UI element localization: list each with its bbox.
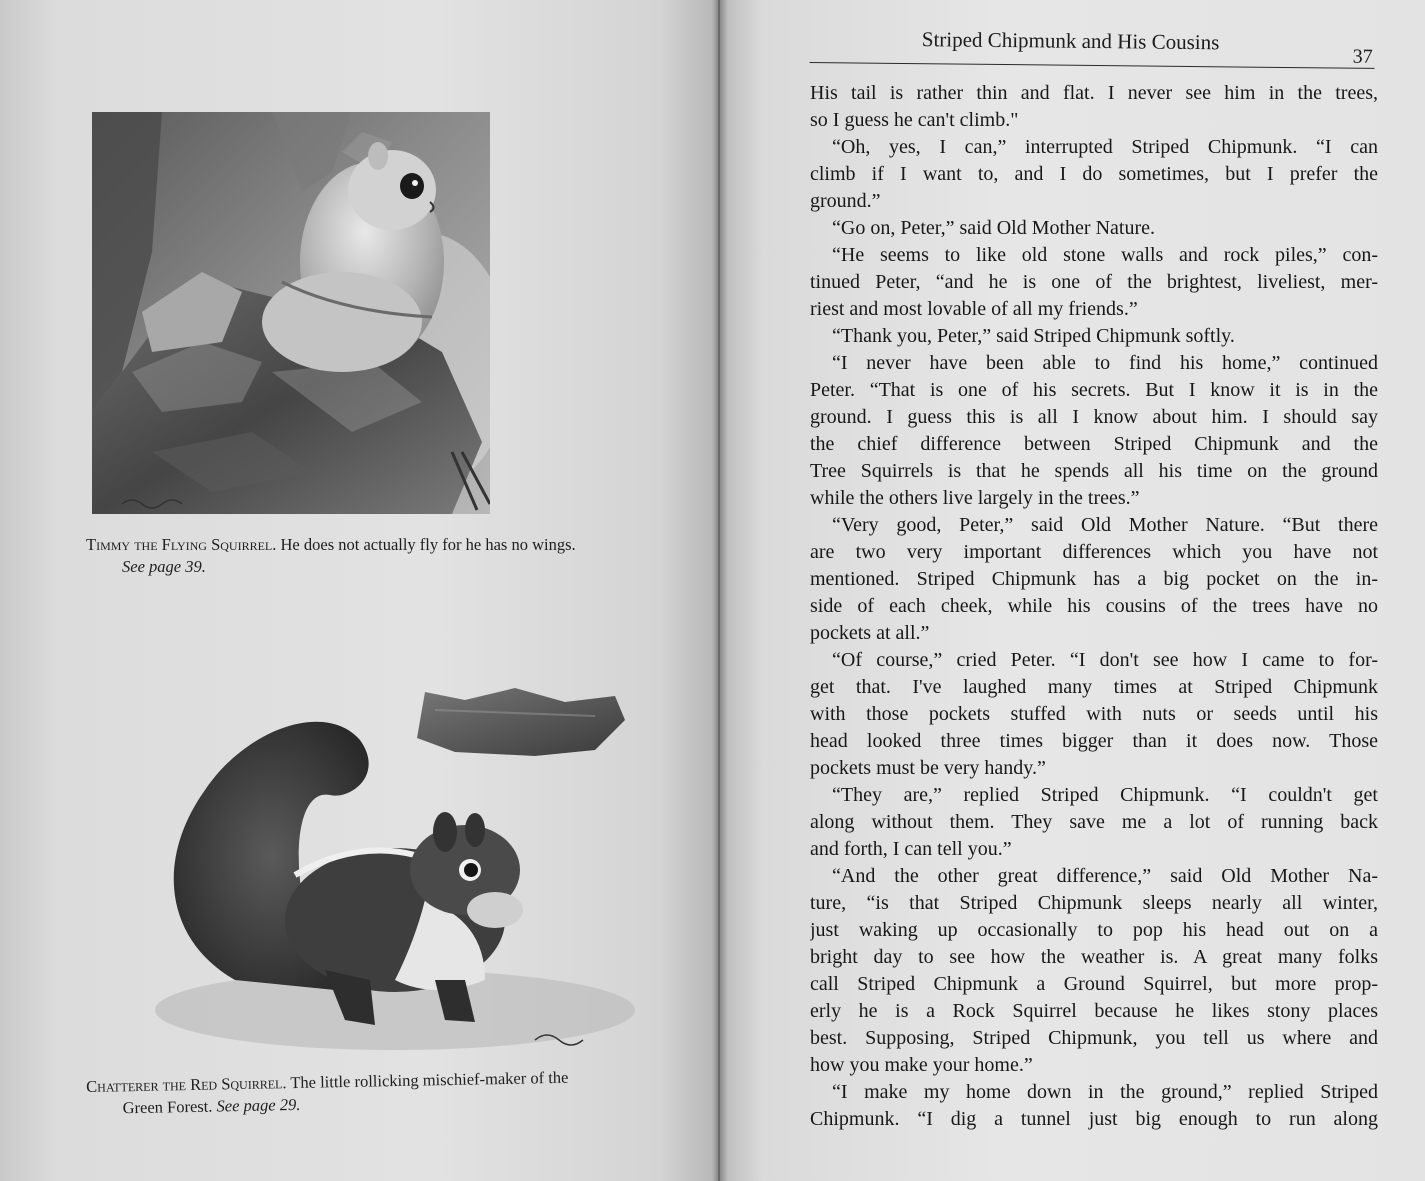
flying-squirrel-illustration: [92, 112, 490, 514]
caption-text: The little rollicking mischief-maker of the: [290, 1067, 569, 1093]
caption-page-ref: See page 29.: [216, 1094, 301, 1116]
text-line: “Of course,” cried Peter. “I don't see how I came to for-: [832, 649, 1378, 671]
text-line: Chipmunk. “I dig a tunnel just big enough to run along: [810, 1108, 1378, 1130]
header-rule: [810, 62, 1375, 69]
caption-name: Chatterer the Red Squirrel.: [86, 1073, 287, 1096]
caption-text: He does not actually fly for he has no wings.: [280, 535, 576, 554]
page-number: 37: [1352, 45, 1373, 68]
text-line: riest and most lovable of all my friends.”: [810, 298, 1138, 320]
text-line: “Thank you, Peter,” said Striped Chipmunk softly.: [832, 325, 1235, 347]
text-line: “And the other great difference,” said Old Mother Na-: [832, 865, 1378, 887]
caption-text-line2: Green Forest.: [122, 1096, 213, 1118]
text-line: head looked three times bigger than it does now. Those: [810, 730, 1378, 752]
text-line: just waking up occasionally to pop his head out on a: [810, 919, 1378, 941]
text-line: pockets at all.”: [810, 622, 930, 644]
text-line: tinued Peter, “and he is one of the brightest, liveliest, mer-: [810, 271, 1378, 293]
text-line: “Oh, yes, I can,” interrupted Striped Chipmunk. “I can: [832, 136, 1378, 158]
running-head-title: Striped Chipmunk and His Cousins: [921, 27, 1220, 55]
caption-flying-squirrel: [86, 534, 676, 578]
text-line: ground.”: [810, 190, 881, 212]
text-line: “I make my home down in the ground,” replied Striped: [832, 1081, 1378, 1103]
text-line: “He seems to like old stone walls and rock piles,” con-: [832, 244, 1378, 266]
text-line: call Striped Chipmunk a Ground Squirrel, but more prop-: [810, 973, 1378, 995]
text-line: climb if I want to, and I do sometimes, but I prefer the: [810, 163, 1378, 185]
text-line: “Very good, Peter,” said Old Mother Nature. “But there: [832, 514, 1378, 536]
text-line: along without them. They save me a lot of running back: [810, 811, 1378, 833]
text-line: and forth, I can tell you.”: [810, 838, 1012, 860]
text-line: get that. I've laughed many times at Striped Chipmunk: [810, 676, 1378, 698]
text-line: while the others live largely in the trees.”: [810, 487, 1140, 509]
text-line: pockets must be very handy.”: [810, 757, 1046, 779]
text-line: “They are,” replied Striped Chipmunk. “I couldn't get: [832, 784, 1378, 806]
text-line: erly he is a Rock Squirrel because he likes stony places: [810, 1000, 1378, 1022]
running-head: [810, 24, 1375, 74]
text-line: His tail is rather thin and flat. I never see him in the trees,: [810, 82, 1378, 104]
text-line: best. Supposing, Striped Chipmunk, you tell us where and: [810, 1027, 1378, 1049]
text-line: Peter. “That is one of his secrets. But I know it is in the: [810, 379, 1378, 401]
caption-page-ref: See page 39.: [122, 557, 206, 576]
book-gutter: [712, 0, 728, 1181]
text-line: Tree Squirrels is that he spends all his time on the ground: [810, 460, 1378, 482]
text-line: ture, “is that Striped Chipmunk sleeps nearly all winter,: [810, 892, 1378, 914]
text-line: with those pockets stuffed with nuts or seeds until his: [810, 703, 1378, 725]
text-line: side of each cheek, while his cousins of the trees have no: [810, 595, 1378, 617]
text-line: the chief difference between Striped Chipmunk and the: [810, 433, 1378, 455]
text-line: “Go on, Peter,” said Old Mother Nature.: [832, 217, 1155, 239]
body-text: [810, 80, 1378, 1133]
text-line: mentioned. Striped Chipmunk has a big pocket on the in-: [810, 568, 1378, 590]
text-line: are two very important differences which you have not: [810, 541, 1378, 563]
text-line: ground. I guess this is all I know about him. I should say: [810, 406, 1378, 428]
text-line: “I never have been able to find his home,” continued: [832, 352, 1378, 374]
red-squirrel-illustration: [95, 680, 635, 1060]
text-line: how you make your home.”: [810, 1054, 1033, 1076]
text-line: so I guess he can't climb.": [810, 109, 1019, 131]
caption-name: Timmy the Flying Squirrel.: [86, 535, 277, 554]
text-line: bright day to see how the weather is. A great many folks: [810, 946, 1378, 968]
